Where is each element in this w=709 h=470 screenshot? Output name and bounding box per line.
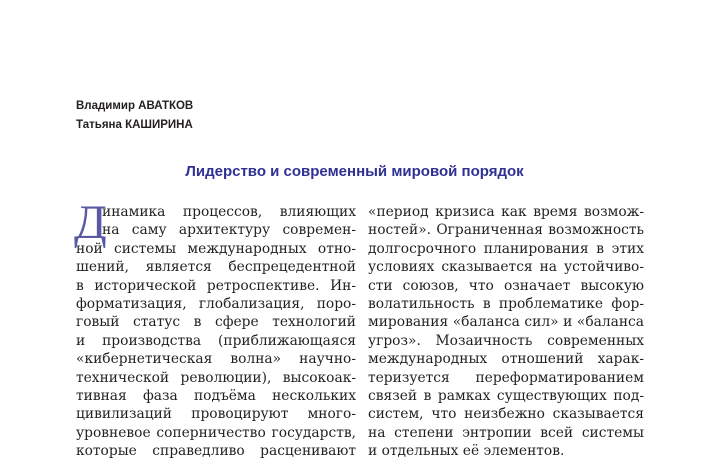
text-line: условиях сказывается на устойчиво- [368, 259, 644, 276]
text-line: волатильность в проблематике фор- [368, 295, 644, 312]
text-line: технической революции), высокоак- [76, 369, 356, 386]
text-line: и отдельных её элементов. [368, 443, 565, 460]
text-line: уровневое соперничество государств, [76, 424, 356, 441]
text-line: ной системы международных отно- [76, 240, 356, 257]
author-name: Владимир АВАТКОВ [76, 100, 194, 112]
text-column-left [74, 196, 356, 460]
article-title: Лидерство и современный мировой порядок [185, 163, 524, 180]
author-name: Татьяна КАШИРИНА [76, 119, 193, 131]
text-line: «период кризиса как время возмож- [368, 204, 644, 220]
text-line: мирования «баланса сил» и «баланса [368, 314, 644, 331]
text-line: ностей». Ограниченная возможность [368, 222, 644, 239]
text-line: сти союзов, что означает высокую [368, 277, 644, 294]
text-line: связей в рамках существующих под- [368, 387, 644, 404]
drop-cap: Д [74, 196, 107, 249]
text-line: говый статус в сфере технологий [76, 314, 356, 331]
text-line: шений, является беспрецедентной [76, 259, 356, 276]
text-line: долгосрочного планирования в этих [368, 240, 644, 257]
text-line: в исторической ретроспективе. Ин- [76, 277, 356, 294]
text-line: на саму архитектуру современ- [102, 222, 356, 239]
text-line: теризуется переформатированием [368, 369, 644, 386]
text-line: систем, что неизбежно сказывается [368, 406, 644, 423]
text-line: инамика процессов, влияющих [102, 204, 356, 220]
text-line: на степени энтропии всей системы [368, 424, 644, 441]
text-line: и производства (приближающаяся [76, 332, 356, 349]
text-line: форматизация, глобализация, поро- [76, 295, 356, 312]
text-column-right [368, 203, 644, 460]
text-line: цивилизаций провоцируют много- [76, 406, 356, 423]
text-line: международных отношений харак- [368, 351, 644, 368]
text-line: «кибернетическая волна» научно- [76, 351, 356, 368]
text-line: тивная фаза подъёма нескольких [76, 387, 356, 404]
text-line: которые справедливо расценивают [76, 443, 356, 460]
authors-block [76, 97, 193, 135]
text-line: угроз». Мозаичность современных [368, 332, 644, 349]
